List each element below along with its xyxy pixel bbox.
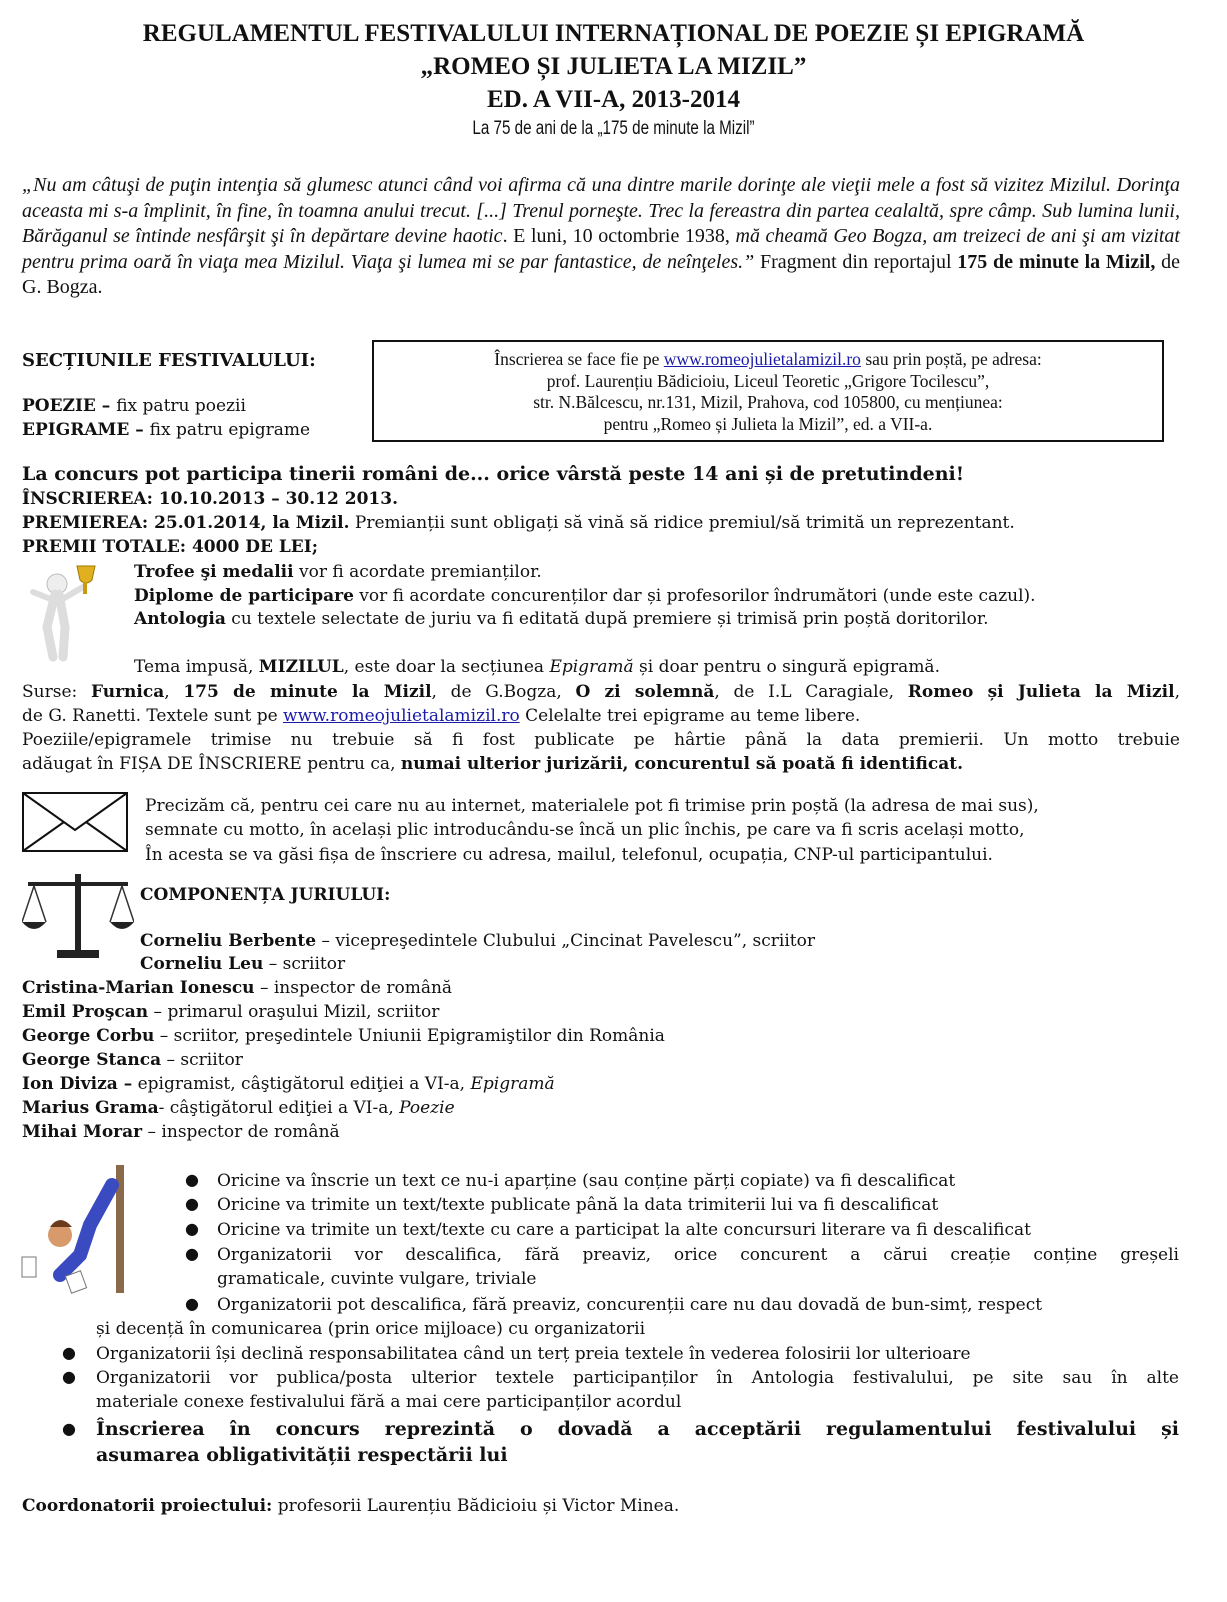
jury-member-name: Emil Proşcan <box>22 1002 149 1022</box>
registration-line-1 <box>374 349 1162 371</box>
jury-member-name: George Stanca <box>22 1050 162 1070</box>
mail-line-3 <box>145 843 993 867</box>
registration-line-4 <box>374 414 1162 436</box>
text-segment: profesorii Laurențiu Bădicioiu și Victor Minea. <box>272 1496 680 1516</box>
website-link[interactable]: www.romeojulietalamizil.ro <box>663 349 861 369</box>
jury-member <box>140 929 815 953</box>
jury-member-name: Ion Diviza – <box>22 1074 133 1094</box>
jury-member <box>22 976 452 1000</box>
jury-member-role: - câştigătorul ediţiei a VI-a, <box>158 1098 400 1118</box>
jury-member <box>22 1000 439 1024</box>
section-poezie <box>22 394 246 418</box>
jury-member <box>22 1120 340 1144</box>
jury-member <box>22 1048 243 1072</box>
text-segment: prof. Laurențiu Bădicioiu, Liceul Teoretic „Grigore Tocilescu”, <box>546 370 990 391</box>
jury-member-section: Poezie <box>399 1098 455 1118</box>
sections-heading: SECȚIUNILE FESTIVALULUI: <box>22 350 316 371</box>
sources-line-1 <box>22 680 1180 704</box>
text-segment: Trofee şi medalii <box>134 562 294 582</box>
jury-member-name: Corneliu Berbente <box>140 931 317 951</box>
text-segment: numai ulterior jurizării, concurentul să poată fi identificat. <box>400 754 964 774</box>
text-segment: În acesta se va găsi fișa de înscriere cu adresa, mailul, telefonul, ocupația, CNP-ul participantului. <box>145 845 993 865</box>
text-segment: „Nu am câtuşi de puţin intenţia să glumesc atunci când voi afirma că una dintre marile dorinţe ale vieţii mele a fost să vizitez Mizilul. Dorinţa aceasta mi s-a împlinit, în fine, în toamna anului trecut. [...] Trenul porneşte. Trec la fereastra din partea cealaltă, spre câmp. Sub lumina lunii, Bărăganul se întinde nesfârşit şi în depărtare devine haotic <box>22 174 1180 247</box>
jury-member-role: – scriitor <box>161 1050 243 1070</box>
jury-member-role: epigramist, câştigătorul ediţiei a VI-a, <box>132 1074 471 1094</box>
imposed-theme <box>134 655 940 679</box>
rule-2: Oricine va trimite un text/texte publicate până la data trimiterii lui va fi descalificat <box>217 1195 939 1215</box>
text-segment: Fragment din reportajul <box>754 250 958 273</box>
title-line-3: ED. A VII-A, 2013-2014 <box>486 86 741 113</box>
envelope-icon <box>22 792 128 852</box>
text-segment: O zi solemnă <box>575 682 715 702</box>
jury-member-name: Marius Grama <box>22 1098 159 1118</box>
registration-box <box>372 340 1164 442</box>
jury-member-name: George Corbu <box>22 1026 155 1046</box>
quote-paragraph <box>22 173 1180 301</box>
eligibility <box>22 462 964 486</box>
unpublished-line-1 <box>22 728 1180 752</box>
jury-member <box>22 1096 455 1120</box>
jury-member <box>140 952 345 976</box>
text-segment: Surse: <box>22 682 91 702</box>
text-segment: 175 de minute la Mizil, <box>957 250 1156 273</box>
diplomas <box>134 584 1036 608</box>
mail-line-1 <box>145 794 1039 818</box>
jury-member <box>22 1072 555 1096</box>
jury-member-role: – inspector de română <box>254 978 453 998</box>
man-kicked-out-icon <box>20 1165 132 1297</box>
registration-dates <box>22 487 398 511</box>
scales-of-justice-icon <box>22 870 134 960</box>
subtitle: La 75 de ani de la „175 de minute la Mizil” <box>472 118 755 139</box>
text-segment: La concurs pot participa tinerii români de... orice vârstă peste 14 ani și de pretutindeni! <box>22 463 965 485</box>
anthology <box>134 607 989 631</box>
text-segment: adăugat în FIȘA DE ÎNSCRIERE pentru ca, <box>22 754 401 774</box>
rule-8-line-2: asumarea obligativității respectării lui <box>96 1444 508 1466</box>
rule-1: Oricine va înscrie un text ce nu-i aparține (sau conține părți copiate) va fi descalificat <box>217 1171 956 1191</box>
sources-line-2 <box>22 704 860 728</box>
jury-member-role: – primarul oraşului Mizil, scriitor <box>148 1002 440 1022</box>
text-segment: fix patru epigrame <box>149 420 311 440</box>
title-line-1: REGULAMENTUL FESTIVALULUI INTERNAȚIONAL DE POEZIE ȘI EPIGRAMĂ <box>142 20 1085 47</box>
bullet-icon: ● <box>62 1367 76 1386</box>
text-segment: de G. Bogza. <box>22 250 1180 298</box>
text-segment: PREMII TOTALE: 4000 DE LEI; <box>22 537 318 557</box>
jury-member-role: – scriitor <box>263 954 346 974</box>
text-segment: EPIGRAME – <box>22 420 150 440</box>
text-segment: , este doar la secțiunea <box>343 657 550 677</box>
rule-5-line-1: Organizatorii pot descalifica, fără preaviz, concurenții care nu dau dovadă de bun-simț, respect <box>217 1295 1043 1315</box>
text-segment: Tema impusă, <box>134 657 259 677</box>
jury-member-role: – inspector de română <box>142 1122 340 1142</box>
jury-member-name: Corneliu Leu <box>140 954 264 974</box>
text-segment: Poeziile/epigramele trimise nu trebuie să fi fost publicate pe hârtie până la data premierii. Un motto trebuie <box>22 730 1180 750</box>
bullet-icon: ● <box>185 1194 199 1213</box>
jury-member-name: Mihai Morar <box>22 1122 143 1142</box>
bullet-icon: ● <box>185 1294 199 1313</box>
text-segment: , de G.Bogza, <box>431 682 576 702</box>
text-segment: , <box>164 682 184 702</box>
text-segment: fix patru poezii <box>116 396 246 416</box>
jury-member-role: – vicepreşedintele Clubului „Cincinat Pavelescu”, scriitor <box>316 931 815 951</box>
rule-5-line-2: și decență în comunicarea (prin orice mijloace) cu organizatorii <box>96 1319 646 1339</box>
jury-heading: COMPONENȚA JURIULUI: <box>140 885 391 905</box>
section-epigrame <box>22 418 310 442</box>
text-segment: , de I.L Caragiale, <box>714 682 908 702</box>
text-segment: Furnica <box>90 682 165 702</box>
unpublished-line-2 <box>22 752 963 776</box>
bullet-icon: ● <box>185 1219 199 1238</box>
premiere <box>22 511 1015 535</box>
text-segment: și doar pentru o singură epigramă. <box>633 657 940 677</box>
text-segment: Precizăm că, pentru cei care nu au internet, materialele pot fi trimise prin poștă (la adresa de mai sus), <box>145 796 1039 816</box>
text-segment: 175 de minute la Mizil <box>183 682 432 702</box>
registration-line-2 <box>374 371 1162 393</box>
text-segment: de G. Ranetti. Textele sunt pe <box>22 706 284 726</box>
text-segment: pentru „Romeo și Julieta la Mizil”, ed. a VII-a. <box>603 413 933 434</box>
text-segment: cu textele selectate de juriu va fi editată după premiere și trimisă prin poștă doritorilor. <box>225 609 989 629</box>
text-segment: Celelalte trei epigrame au teme libere. <box>519 706 861 726</box>
jury-member-name: Cristina-Marian Ionescu <box>22 978 255 998</box>
rule-7-line-1: Organizatorii vor publica/posta ulterior textele participanților în Antologia festivalului, pe site sau în alte <box>96 1368 1179 1388</box>
jury-member <box>22 1024 665 1048</box>
text-segment: POEZIE – <box>22 396 117 416</box>
rule-6: Organizatorii își declină responsabilitatea când un terț preia textele în vederea folosirii lor ulterioare <box>96 1344 971 1364</box>
text-segment: Diplome de participare <box>134 586 354 606</box>
coordinators <box>22 1494 679 1518</box>
text-segment: ÎNSCRIEREA: 10.10.2013 – 30.12 2013. <box>22 489 398 509</box>
bullet-icon: ● <box>185 1244 199 1263</box>
trophies <box>134 560 542 584</box>
text-segment: Antologia <box>134 609 226 629</box>
bullet-icon: ● <box>62 1343 76 1362</box>
rule-3: Oricine va trimite un text/texte cu care a participat la alte concursuri literare va fi descalificat <box>217 1220 1031 1240</box>
bullet-icon: ● <box>62 1419 76 1438</box>
text-segment: Coordonatorii proiectului: <box>22 1496 273 1516</box>
total-prizes <box>22 535 318 559</box>
text-segment: , <box>1174 682 1180 702</box>
text-segment: vor fi acordate premianților. <box>293 562 542 582</box>
text-segment: . E luni, 10 octombrie 1938, <box>502 225 736 247</box>
text-segment: semnate cu motto, în același plic introducându-se încă un plic închis, pe care va fi scris același motto, <box>145 820 1025 840</box>
text-segment: mă cheamă Geo Bogza, am treizeci de ani şi am vizitat pentru prima oară în viaţa mea Mizilul. Viaţa şi lumea mi se par fantastice, de neînţeles.” <box>22 225 1180 273</box>
title-line-2: „ROMEO ȘI JULIETA LA MIZIL” <box>420 53 807 80</box>
website-link[interactable]: www.romeojulietalamizil.ro <box>283 706 520 726</box>
mail-line-2 <box>145 818 1025 842</box>
rule-4-line-1: Organizatorii vor descalifica, fără preaviz, orice concurent a cărui creație conține greșeli <box>217 1245 1179 1265</box>
text-segment: Premianții sunt obligați să vină să ridice premiul/să trimită un reprezentant. <box>349 513 1015 533</box>
text-segment: Epigramă <box>549 657 634 677</box>
rule-8-line-1: Înscrierea în concurs reprezintă o dovadă a acceptării regulamentului festivalului și <box>96 1418 1179 1440</box>
trophy-figure-icon <box>25 562 105 662</box>
text-segment: sau prin poștă, pe adresa: <box>860 349 1042 369</box>
text-segment: Romeo și Julieta la Mizil <box>907 682 1175 702</box>
registration-line-3 <box>374 392 1162 414</box>
bullet-icon: ● <box>185 1170 199 1189</box>
jury-member-section: Epigramă <box>470 1074 555 1094</box>
rule-4-line-2: gramaticale, cuvinte vulgare, triviale <box>217 1269 537 1289</box>
jury-member-role: – scriitor, preşedintele Uniunii Epigramiştilor din România <box>154 1026 665 1046</box>
text-segment: str. N.Bălcescu, nr.131, Mizil, Prahova, cod 105800, cu mențiunea: <box>533 392 1003 412</box>
text-segment: MIZILUL <box>258 657 344 677</box>
rule-7-line-2: materiale conexe festivalului fără a mai cere participanților acordul <box>96 1392 682 1412</box>
text-segment: Înscrierea se face fie pe <box>494 349 664 369</box>
text-segment: vor fi acordate concurenților dar și profesorilor îndrumători (unde este cazul). <box>353 586 1036 606</box>
text-segment: PREMIEREA: 25.01.2014, la Mizil. <box>22 513 350 533</box>
